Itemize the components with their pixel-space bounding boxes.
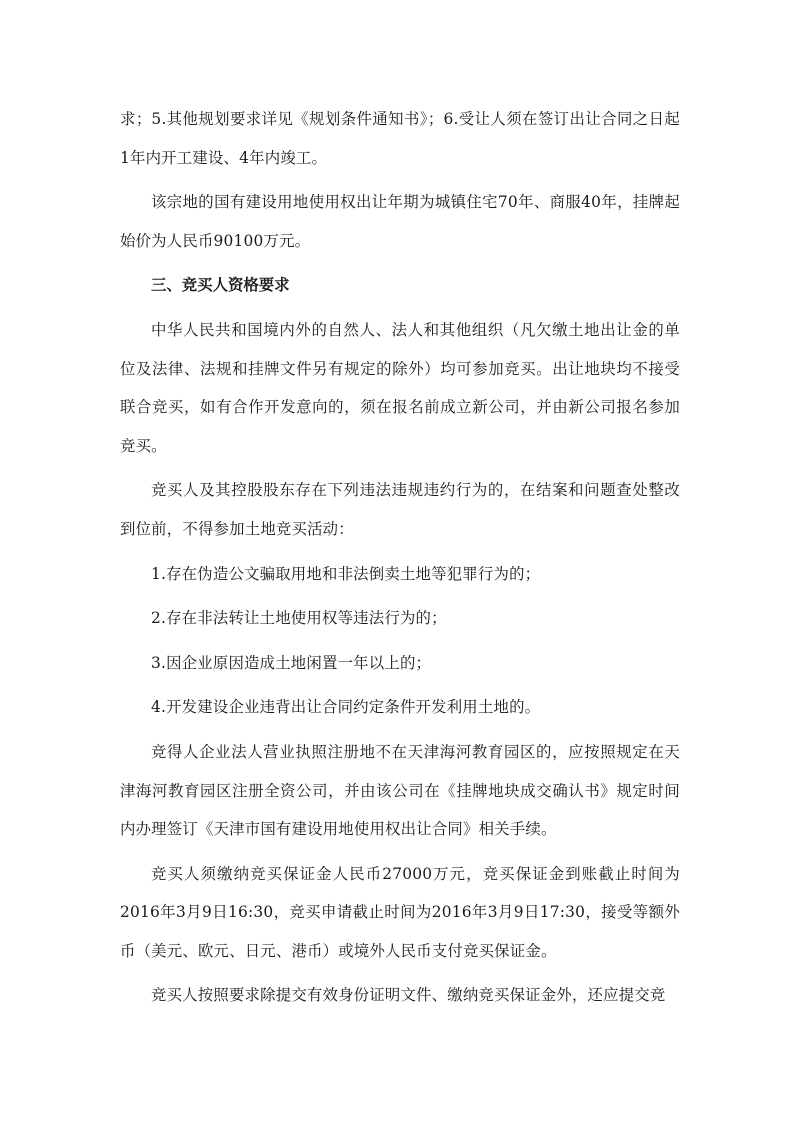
document-body [120, 100, 680, 1015]
list-item-violation-2: 2.存在非法转让土地使用权等违法行为的； [151, 609, 447, 628]
paragraph-violations-intro: 竞买人及其控股股东存在下列违法违规违约行为的，在结案和问题查处整改到位前，不得参加土地竞买活动： [120, 481, 680, 538]
paragraph-continued: 求；5.其他规划要求详见《规划条件通知书》；6.受让人须在签订出让合同之日起1年内开工建设、4年内竣工。 [120, 110, 680, 167]
paragraph-submission: 竞买人按照要求除提交有效身份证明文件、缴纳竞买保证金外，还应提交竞 [151, 986, 666, 1005]
list-item-violation-1: 1.存在伪造公文骗取用地和非法倒卖土地等犯罪行为的； [151, 564, 541, 583]
paragraph-term-price: 该宗地的国有建设用地使用权出让年期为城镇住宅70年、商服40年，挂牌起始价为人民币90100万元。 [120, 193, 680, 250]
paragraph-registration: 竞得人企业法人营业执照注册地不在天津海河教育园区的，应按照规定在天津海河教育园区注册全资公司，并由该公司在《挂牌地块成交确认书》规定时间内办理签订《天津市国有建设用地使用权出让合同》相关手续。 [120, 742, 680, 839]
section-heading-qualifications: 三、竞买人资格要求 [151, 276, 290, 295]
paragraph-deposit: 竞买人须缴纳竞买保证金人民币27000万元，竞买保证金到账截止时间为2016年3月9日16:30，竞买申请截止时间为2016年3月9日17:30，接受等额外币（美元、欧元、日元、港币）或境外人民币支付竞买保证金。 [120, 864, 680, 960]
list-item-violation-4: 4.开发建设企业违背出让合同约定条件开发利用土地的。 [151, 698, 541, 717]
list-item-violation-3: 3.因企业原因造成土地闲置一年以上的； [151, 653, 432, 672]
paragraph-eligibility: 中华人民共和国境内外的自然人、法人和其他组织（凡欠缴土地出让金的单位及法律、法规和挂牌文件另有规定的除外）均可参加竞买。出让地块均不接受联合竞买，如有合作开发意向的，须在报名前成立新公司，并由新公司报名参加竞买。 [120, 320, 680, 455]
